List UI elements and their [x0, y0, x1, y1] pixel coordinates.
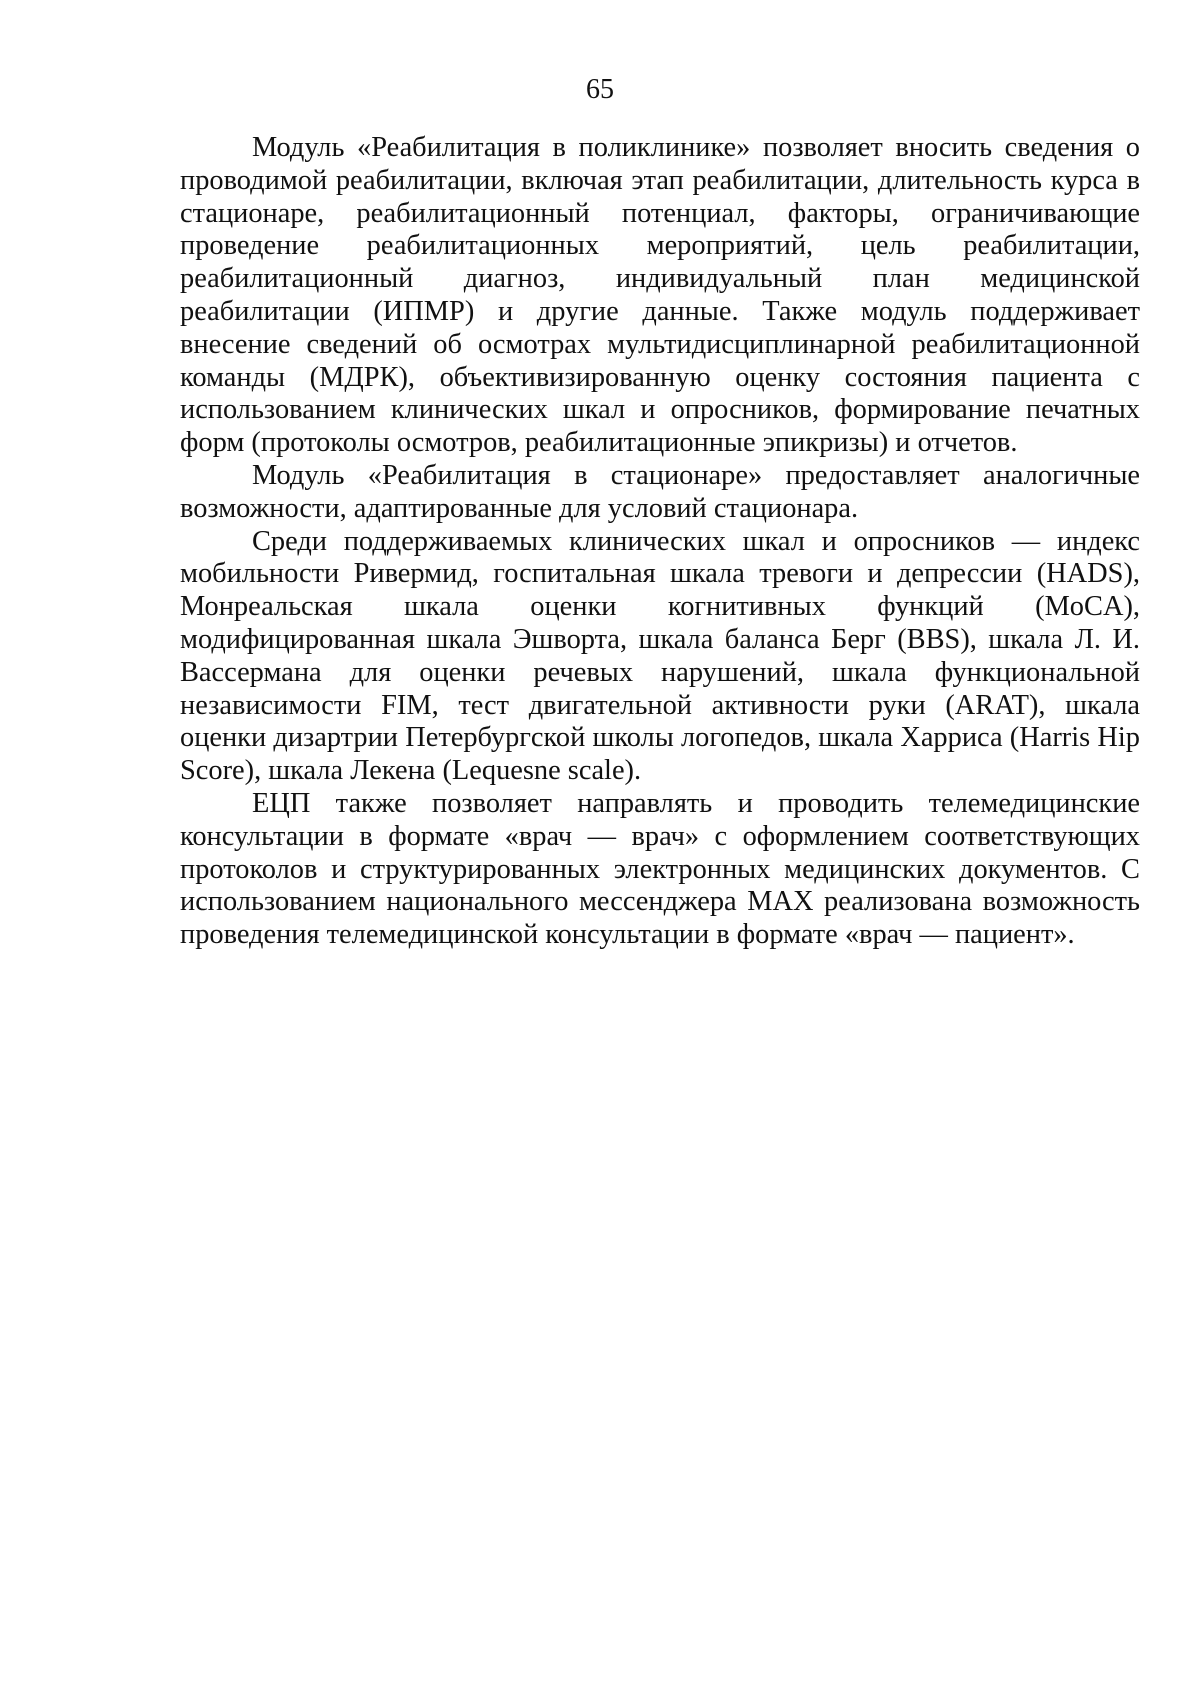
paragraph-rehab-polyclinic: Модуль «Реабилитация в поликлинике» позволяет вносить сведения о проводимой реабилитации, включая этап реабилитации, длительность курса в стационаре, реабилитационный потенциал, факторы, ограничивающие проведение реабилитационных мероприятий, цель реабилитации, реабилитационный диагноз, индивидуальный план медицинской реабилитации (ИПМР) и другие данные. Также модуль поддерживает внесение сведений об осмотрах мультидисциплинарной реабилитационной команды (МДРК), объективизированную оценку состояния пациента с использованием клинических шкал и опросников, формирование печатных форм (протоколы осмотров, реабилитационные эпикризы) и отчетов. [180, 132, 1140, 459]
paragraph-rehab-hospital: Модуль «Реабилитация в стационаре» предоставляет аналогичные возможности, адаптированные для условий стационара. [180, 459, 1140, 524]
paragraph-clinical-scales: Среди поддерживаемых клинических шкал и опросников — индекс мобильности Ривермид, госпитальная шкала тревоги и депрессии (HADS), Монреальская шкала оценки когнитивных функций (MoCA), модифицированная шкала Эшворта, шкала баланса Берг (BBS), шкала Л. И. Вассермана для оценки речевых нарушений, шкала функциональной независимости FIM, тест двигательной активности руки (ARAT), шкала оценки дизартрии Петербургской школы логопедов, шкала Харриса (Harris Hip Score), шкала Лекена (Lequesne scale). [180, 525, 1140, 787]
document-body [180, 132, 1140, 952]
page-number: 65 [586, 74, 614, 105]
paragraph-telemedicine: ЕЦП также позволяет направлять и проводить телемедицинские консультации в формате «врач — врач» с оформлением соответствующих протоколов и структурированных электронных медицинских документов. С использованием национального мессенджера MAX реализована возможность проведения телемедицинской консультации в формате «врач — пациент». [180, 787, 1140, 951]
